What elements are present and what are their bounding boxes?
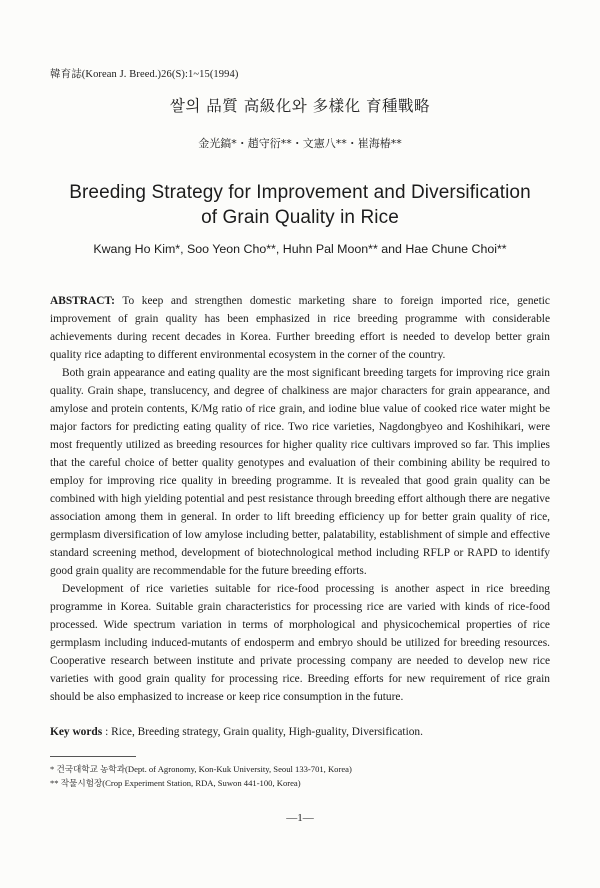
english-title-line-2: of Grain Quality in Rice	[201, 207, 399, 228]
abstract-paragraph-1	[50, 292, 550, 364]
footnote-divider	[50, 756, 136, 757]
footnote-affiliation-1: * 건국대학교 농학과(Dept. of Agronomy, Kon-Kuk University, Seoul 133-701, Korea)	[50, 764, 352, 774]
journal-reference: 韓育誌(Korean J. Breed.)26(S):1~15(1994)	[50, 69, 239, 80]
abstract-text-1: To keep and strengthen domestic marketing share to foreign imported rice, genetic improvement of grain quality has been emphasized in rice breeding programme with considerable achievements during recent decades in Korea. Further breeding effort is needed to develop better grain quality rice adapting to different environmental ecosystem in the corner of the country.	[50, 295, 550, 361]
abstract	[50, 292, 550, 706]
english-title-line-1: Breeding Strategy for Improvement and Diversification	[69, 182, 531, 203]
keywords-label: Key words	[50, 726, 103, 738]
korean-title: 쌀의 品質 高級化와 多樣化 育種戰略	[169, 97, 431, 115]
footnote-affiliation-2: ** 작물시험장(Crop Experiment Station, RDA, Suwon 441-100, Korea)	[50, 778, 301, 788]
page-number: —1—	[286, 812, 314, 824]
keywords	[50, 726, 550, 738]
english-authors: Kwang Ho Kim*, Soo Yeon Cho**, Huhn Pal Moon** and Hae Chune Choi**	[93, 242, 507, 256]
korean-authors: 金光鎬*・趙守衍**・文憲八**・崔海椿**	[198, 137, 402, 150]
abstract-paragraph-3: Development of rice varieties suitable for rice-food processing is another aspect in rice breeding programme in Korea. Suitable grain characteristics for processing rice are varied with kinds of rice-food processed. Wide spectrum variation in terms of morphological and physicochemical properties of rice germplasm including induced-mutants of endosperm and embryo should be utilized for breeding resources. Cooperative research between institute and private processing company are needed to develop new rice varieties with good grain quality for processing rice. Breeding efforts for new requirement of rice grain should be also emphasized to increase or keep rice consumption in the future.	[50, 583, 550, 703]
english-title	[0, 180, 600, 230]
abstract-label: ABSTRACT:	[50, 295, 115, 307]
footnotes	[50, 762, 352, 790]
abstract-paragraph-2: Both grain appearance and eating quality are the most significant breeding targets for improving rice grain quality. Grain shape, translucency, and degree of chalkiness are major characters for grain appearance, and amylose and protein contents, K/Mg ratio of rice grain, and iodine blue value of cooked rice water might be major factors for predicting eating quality of rice. Two rice varieties, Nagdongbyeo and Koshihikari, were most frequently utilized as breeding resources for higher quality rice cultivars improved so far. This implies that the careful choice of better quality genotypes and evaluation of their combining ability be required to employ for improving rice quality in breeding programme. It is revealed that good grain quality can be combined with high yielding potential and pest resistance through breeding effort although there are negative association among them in general. In order to lift breeding efficiency up for better grain quality of rice, germplasm diversification of low amylose including better, palatability, establishment of simple and effective standard screening method, development of biotechnological method including RFLP or RAPD to identify good grain quality are recommendable for the future breeding efforts.	[50, 367, 550, 577]
keywords-text: : Rice, Breeding strategy, Grain quality, High-guality, Diversification.	[105, 726, 423, 738]
